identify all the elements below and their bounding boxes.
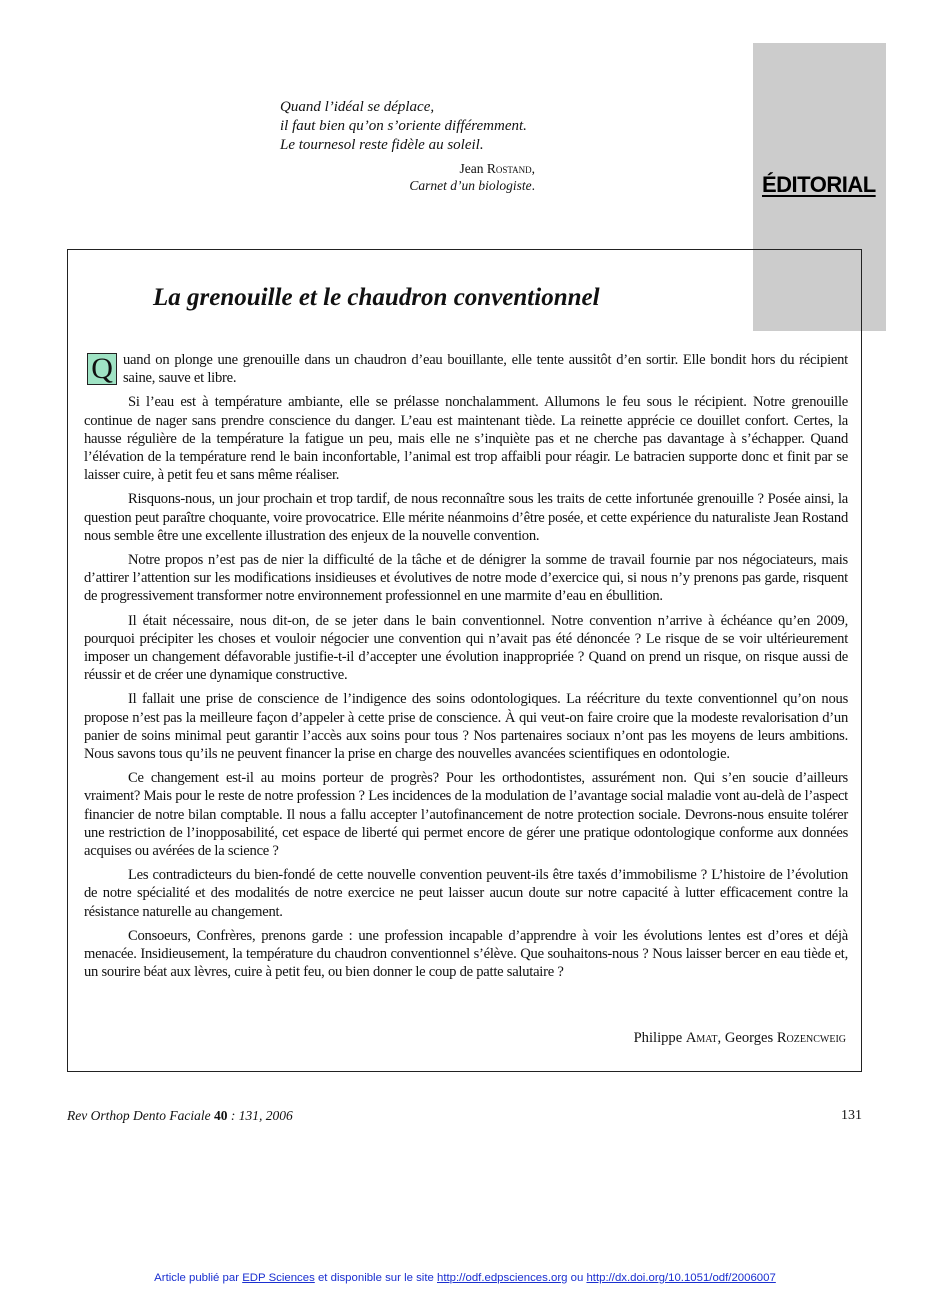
site-link[interactable]: http://odf.edpsciences.org (437, 1272, 568, 1284)
page-number: 131 (841, 1108, 862, 1123)
epigraph-book-end: . (531, 178, 535, 193)
journal-pages: : 131, 2006 (227, 1108, 293, 1123)
epigraph-author-last: Rostand (486, 161, 532, 176)
article-paragraph: Risquons-nous, un jour prochain et trop tardif, de nous reconnaître sous les traits de cette infortunée grenouille ? Posée ainsi, la question peut paraître choquante, voire provocatrice. Elle mérite néanmoins d’être posée, et cette expérience du naturaliste Jean Rostand nous semble être une excellente illustration des enjeux de la nouvelle convention. (84, 491, 848, 544)
footer-notice (0, 1272, 930, 1284)
doi-link[interactable]: http://dx.doi.org/10.1051/odf/2006007 (586, 1272, 776, 1284)
article-paragraph (84, 351, 848, 387)
article-paragraph: Il était nécessaire, nous dit-on, de se jeter dans le bain conventionnel. Notre convention n’arrive à échéance qu’en 2009, pourquoi précipiter les choses et vouloir négocier une convention qui n’avait pas été dénoncée ? Le risque de se voir ultérieurement imposer un changement défavorable justifie-t-il d’accepter une évolution inappropriée ? Quand on prend un risque, on risque aussi de réussir et de créer une dynamique constructive. (84, 612, 848, 684)
publisher-link[interactable]: EDP Sciences (242, 1272, 315, 1284)
article-paragraph: Notre propos n’est pas de nier la difficulté de la tâche et de dénigrer la somme de travail fournie par nos négociateurs, mais d’attirer l’attention sur les modifications insidieuses et évolutives de notre mode d’exercice qui, si nous n’y prenons pas garde, risquent de progressivement transformer notre environnement professionnel en une marmite d’eau en ébullition. (84, 552, 848, 605)
epigraph-line: Le tournesol reste fidèle au soleil. (280, 137, 484, 153)
journal-volume: 40 (213, 1108, 228, 1123)
author1-first: Philippe (633, 1030, 686, 1046)
journal-name: Rev Orthop Dento Faciale (67, 1108, 214, 1123)
article-title: La grenouille et le chaudron conventionnel (153, 284, 600, 311)
article-signature (634, 1030, 846, 1047)
article-paragraph: Si l’eau est à température ambiante, elle se prélasse nonchalamment. Allumons le feu sous le récipient. Notre grenouille continue de nager sans prendre conscience du danger. L’eau est maintenant tiède. La reinette apprécie ce douillet confort. Certes, la hausse régulière de la température la fatigue un peu, mais elle ne s’inquiète pas et ne cherche pas davantage à s’échapper. Quand l’élévation de la température rend le bain inconfortable, l’animal est trop affaibli pour réagir. Le batracien supporte donc et finit par se laisser cuire, à petit feu et sans même réaliser. (84, 394, 848, 484)
drop-cap: Q (87, 353, 117, 385)
epigraph-book-line (280, 177, 535, 194)
article-paragraph: Les contradicteurs du bien-fondé de cette nouvelle convention peuvent-ils être taxés d’immobilisme ? L’histoire de l’évolution de notre spécialité et des modalités de notre exercice ne peut laisser aucun doute sur notre capacité à lutter efficacement contre la résistance naturelle au changement. (84, 867, 848, 920)
author2-last: Rozencweig (776, 1030, 846, 1046)
author2-first: Georges (724, 1030, 777, 1046)
article-paragraph: Il fallait une prise de conscience de l’indigence des soins odontologiques. La réécriture du texte conventionnel qu’on nous propose n’est pas la meilleure façon d’appeler à cette prise de conscience. À qui veut-on faire croire que la modeste revalorisation d’un panier de soins minimal peut garantir l’accès aux soins pour tous ? Nos partenaires sociaux n’ont pas les moyens de leurs ambitions. Nous savons tous qu’ils ne peuvent financer la prise en charge des nouvelles avancées scientifiques en odontologie. (84, 691, 848, 763)
epigraph-author-first: Jean (459, 161, 487, 176)
epigraph-quote (280, 98, 680, 155)
author-separator: , (717, 1030, 725, 1046)
author1-last: Amat (685, 1030, 718, 1046)
article-body (84, 351, 848, 988)
footer-or: ou (567, 1272, 587, 1284)
epigraph-author-comma: , (531, 161, 535, 176)
article-paragraph: Ce changement est-il au moins porteur de progrès? Pour les orthodontistes, assurément non. Qui s’en soucie d’ailleurs vraiment? Mais pour le reste de notre profession ? Les incidences de la modulation de l’avantage social maladie vont au-delà de l’aspect financier de notre bilan comptable. Il nous a fallu accepter l’autofinancement de notre protection sociale. Devrons-nous ensuite tolérer une restriction de l’inopposabilité, cet espace de liberté qui permet encore de gérer une pratique odontologique conforme aux données acquises ou avérées de la science ? (84, 770, 848, 860)
article-paragraph: Consoeurs, Confrères, prenons garde : une profession incapable d’apprendre à voir les évolutions lentes est d’ores et déjà menacée. Insidieusement, la température du chaudron conventionnel s’élève. Que souhaitons-nous ? Nous laisser bercer en eau tiède et, un sourire béat aux lèvres, cuire à petit feu, ou bien donner le coup de patte salutaire ? (84, 927, 848, 981)
epigraph-line: il faut bien qu’on s’oriente différemment. (280, 118, 527, 134)
section-label: ÉDITORIAL (762, 172, 876, 197)
first-paragraph-text: uand on plonge une grenouille dans un chaudron d’eau bouillante, elle tente aussitôt d’en sortir. Elle bondit hors du récipient saine, sauve et libre. (123, 352, 848, 387)
journal-citation (67, 1108, 293, 1124)
footer-middle: et disponible sur le site (314, 1272, 437, 1284)
epigraph-attribution (280, 160, 535, 194)
epigraph-book: Carnet d’un biologiste (409, 178, 532, 193)
footer-prefix: Article publié par (154, 1272, 243, 1284)
epigraph-line: Quand l’idéal se déplace, (280, 99, 435, 115)
